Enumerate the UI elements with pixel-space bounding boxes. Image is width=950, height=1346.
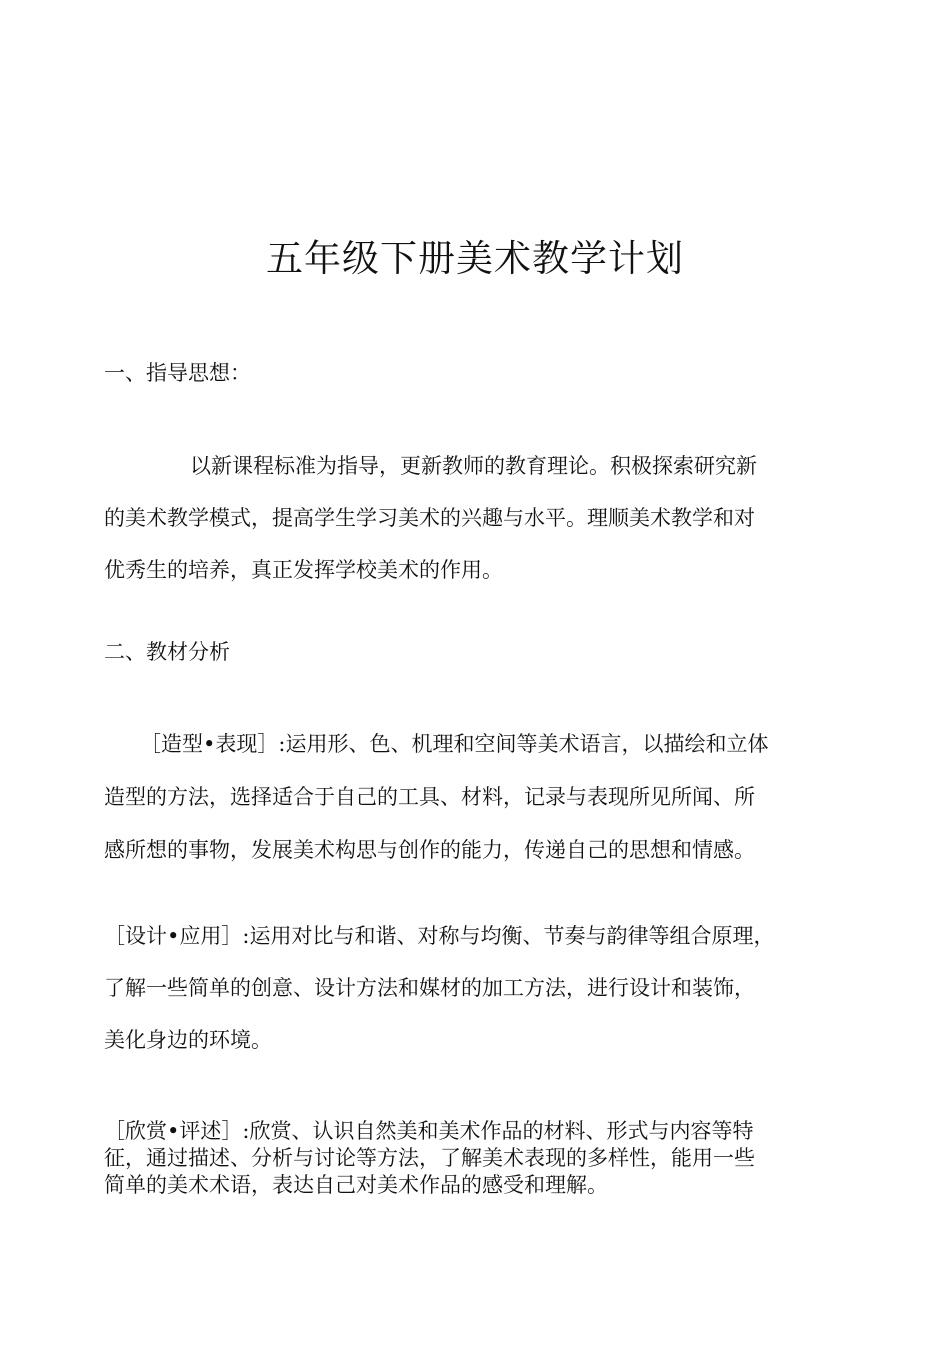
text-line: 优秀生的培养，真正发挥学校美术的作用。 [104,558,503,582]
document-title: 五年级下册美术教学计划 [266,237,684,280]
text-line: 以新课程标准为指导，更新教师的教育理论。积极探索研究新 [190,454,757,478]
paragraph-design-application [104,910,844,1066]
text-line: ［欣赏•评述］:欣赏、认识自然美和美术作品的材料、形式与内容等特 [104,1119,754,1143]
paragraph-guiding-ideology [104,440,844,596]
text-line: 简单的美术术语，表达自己对美术作品的感受和理解。 [104,1173,608,1197]
text-line: 了解一些简单的创意、设计方法和媒材的加工方法，进行设计和装饰， [104,976,755,1000]
text-line: ［设计•应用］:运用对比与和谐、对称与均衡、节奏与韵律等组合原理， [104,924,775,948]
text-line: 感所想的事物，发展美术构思与创作的能力，传递自己的思想和情感。 [104,838,755,862]
section-heading-textbook-analysis: 二、教材分析 [104,640,230,664]
text-line: ［造型•表现］:运用形、色、机理和空间等美术语言，以描绘和立体 [140,732,769,756]
text-line: 征，通过描述、分析与讨论等方法，了解美术表现的多样性，能用一些 [104,1146,755,1170]
text-line: 的美术教学模式，提高学生学习美术的兴趣与水平。理顺美术教学和对 [104,506,755,530]
text-line: 美化身边的环境。 [104,1028,272,1052]
text-line: 造型的方法，选择适合于自己的工具、材料，记录与表现所见所闻、所 [104,785,755,809]
paragraph-modeling-expression [104,718,844,877]
paragraph-appreciation-review [104,1118,844,1199]
section-heading-guiding-ideology: 一、指导思想： [104,361,251,385]
